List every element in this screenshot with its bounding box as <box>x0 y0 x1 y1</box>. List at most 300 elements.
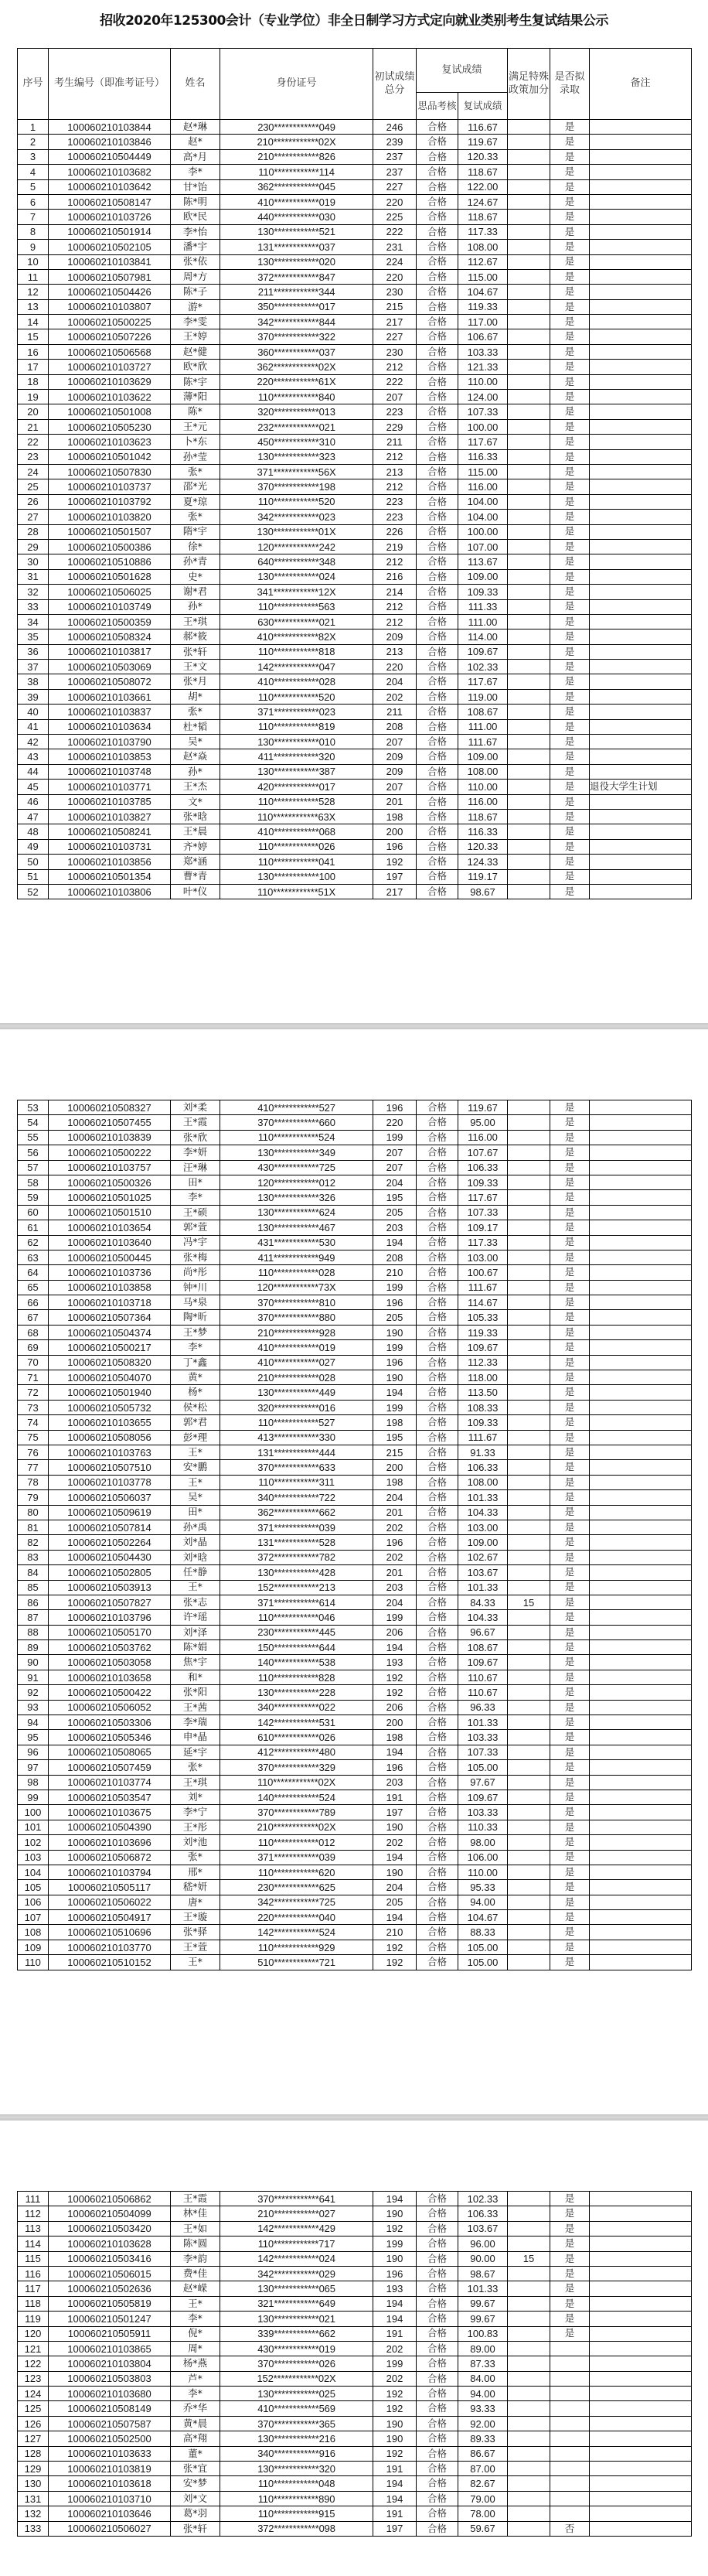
cell-remark <box>590 390 692 404</box>
cell-exam-id: 100060210506052 <box>49 1700 171 1714</box>
cell-ethics: 合格 <box>417 419 458 434</box>
cell-ethics: 合格 <box>417 315 458 329</box>
cell-seq: 17 <box>18 360 49 374</box>
cell-name: 张*晗 <box>171 809 220 824</box>
cell-seq: 72 <box>18 1385 49 1400</box>
cell-name: 葛*羽 <box>171 2506 220 2521</box>
cell-special-policy <box>508 1805 550 1820</box>
cell-initial-score: 211 <box>373 705 417 719</box>
cell-ethics: 合格 <box>417 569 458 584</box>
table-row <box>18 1850 692 1865</box>
cell-name: 高*翔 <box>171 2431 220 2446</box>
cell-admit: 是 <box>550 735 590 749</box>
cell-remark <box>590 1730 692 1745</box>
cell-special-policy <box>508 1670 550 1684</box>
cell-id-card: 430************725 <box>220 1160 373 1175</box>
table-row <box>18 1235 692 1250</box>
cell-ethics: 合格 <box>417 2312 458 2326</box>
cell-retest-score: 116.33 <box>458 449 508 464</box>
cell-retest-score: 109.33 <box>458 585 508 599</box>
cell-admit: 是 <box>550 660 590 674</box>
cell-id-card: 372************847 <box>220 269 373 284</box>
table-row <box>18 1940 692 1954</box>
cell-name: 李* <box>171 165 220 179</box>
cell-name: 王*晨 <box>171 824 220 839</box>
cell-exam-id: 100060210103794 <box>49 1865 171 1879</box>
cell-name: 胡* <box>171 689 220 704</box>
cell-exam-id: 100060210103718 <box>49 1295 171 1310</box>
cell-initial-score: 220 <box>373 660 417 674</box>
cell-initial-score: 206 <box>373 1700 417 1714</box>
cell-id-card: 130************100 <box>220 869 373 884</box>
cell-name: 张*轩 <box>171 2521 220 2536</box>
cell-id-card: 120************73X <box>220 1280 373 1295</box>
cell-exam-id: 100060210103710 <box>49 2491 171 2506</box>
cell-exam-id: 100060210507226 <box>49 329 171 344</box>
cell-id-card: 370************026 <box>220 2356 373 2371</box>
cell-seq: 132 <box>18 2506 49 2521</box>
cell-initial-score: 196 <box>373 839 417 854</box>
cell-remark <box>590 1625 692 1639</box>
cell-admit: 是 <box>550 629 590 644</box>
cell-remark <box>590 824 692 839</box>
cell-admit: 是 <box>550 1145 590 1160</box>
cell-admit: 是 <box>550 1475 590 1489</box>
cell-exam-id: 100060210103622 <box>49 390 171 404</box>
cell-admit: 是 <box>550 839 590 854</box>
cell-remark <box>590 2431 692 2446</box>
cell-id-card: 130************387 <box>220 764 373 779</box>
cell-ethics: 合格 <box>417 1430 458 1445</box>
cell-name: 陈*圆 <box>171 2237 220 2251</box>
cell-id-card: 431************530 <box>220 1235 373 1250</box>
cell-exam-id: 100060210103640 <box>49 1235 171 1250</box>
cell-name: 刘* <box>171 1790 220 1804</box>
cell-exam-id: 100060210103682 <box>49 165 171 179</box>
cell-id-card: 110************528 <box>220 794 373 809</box>
table-row <box>18 1730 692 1745</box>
cell-initial-score: 194 <box>373 1385 417 1400</box>
cell-ethics: 合格 <box>417 1655 458 1670</box>
cell-id-card: 510************721 <box>220 1955 373 1970</box>
cell-id-card: 131************528 <box>220 1535 373 1550</box>
cell-remark <box>590 1220 692 1235</box>
cell-initial-score: 191 <box>373 1790 417 1804</box>
cell-ethics: 合格 <box>417 614 458 629</box>
cell-seq: 92 <box>18 1685 49 1700</box>
cell-ethics: 合格 <box>417 1715 458 1730</box>
cell-name: 王*杰 <box>171 780 220 794</box>
cell-seq: 49 <box>18 839 49 854</box>
cell-initial-score: 209 <box>373 629 417 644</box>
cell-special-policy <box>508 1265 550 1280</box>
cell-retest-score: 110.00 <box>458 1865 508 1879</box>
cell-ethics: 合格 <box>417 1805 458 1820</box>
cell-ethics: 合格 <box>417 2476 458 2491</box>
cell-name: 王* <box>171 1955 220 1970</box>
cell-exam-id: 100060210103675 <box>49 1805 171 1820</box>
cell-name: 芦* <box>171 2371 220 2386</box>
cell-exam-id: 100060210504374 <box>49 1325 171 1339</box>
cell-exam-id: 100060210503547 <box>49 1790 171 1804</box>
cell-admit: 是 <box>550 329 590 344</box>
cell-exam-id: 100060210103633 <box>49 2446 171 2461</box>
cell-exam-id: 100060210103757 <box>49 1160 171 1175</box>
cell-seq: 103 <box>18 1850 49 1865</box>
cell-special-policy <box>508 614 550 629</box>
cell-admit: 是 <box>550 1715 590 1730</box>
cell-ethics: 合格 <box>417 2506 458 2521</box>
cell-seq: 64 <box>18 1265 49 1280</box>
cell-seq: 116 <box>18 2266 49 2281</box>
cell-initial-score: 223 <box>373 510 417 524</box>
cell-remark <box>590 1385 692 1400</box>
cell-special-policy <box>508 2326 550 2341</box>
cell-id-card: 130************521 <box>220 224 373 239</box>
cell-exam-id: 100060210504099 <box>49 2206 171 2221</box>
cell-initial-score: 192 <box>373 2401 417 2416</box>
cell-remark <box>590 1490 692 1505</box>
cell-special-policy <box>508 390 550 404</box>
cell-remark <box>590 419 692 434</box>
cell-exam-id: 100060210103727 <box>49 360 171 374</box>
cell-remark <box>590 1355 692 1370</box>
cell-exam-id: 100060210500445 <box>49 1250 171 1264</box>
cell-exam-id: 100060210103655 <box>49 1415 171 1430</box>
header-retest-group: 复试成绩 <box>417 49 508 93</box>
table-row <box>18 2221 692 2236</box>
table-row <box>18 2206 692 2221</box>
cell-name: 游* <box>171 299 220 314</box>
cell-initial-score: 196 <box>373 1355 417 1370</box>
cell-exam-id: 100060210504070 <box>49 1370 171 1385</box>
cell-initial-score: 246 <box>373 120 417 135</box>
cell-admit: 是 <box>550 2237 590 2251</box>
cell-exam-id: 100060210103661 <box>49 689 171 704</box>
cell-special-policy <box>508 194 550 209</box>
cell-initial-score: 207 <box>373 1160 417 1175</box>
cell-seq: 22 <box>18 435 49 449</box>
table-row <box>18 285 692 299</box>
cell-admit: 是 <box>550 254 590 269</box>
cell-ethics: 合格 <box>417 1775 458 1790</box>
cell-id-card: 130************320 <box>220 2462 373 2476</box>
cell-remark <box>590 1835 692 1850</box>
cell-ethics: 合格 <box>417 1910 458 1925</box>
cell-remark <box>590 629 692 644</box>
cell-retest-score: 114.67 <box>458 1295 508 1310</box>
cell-seq: 39 <box>18 689 49 704</box>
cell-exam-id: 100060210103785 <box>49 794 171 809</box>
cell-id-card: 341************12X <box>220 585 373 599</box>
cell-admit: 是 <box>550 1310 590 1325</box>
cell-name: 王*硕 <box>171 1205 220 1220</box>
cell-exam-id: 100060210504449 <box>49 149 171 164</box>
cell-name: 张*志 <box>171 1595 220 1609</box>
cell-initial-score: 215 <box>373 1445 417 1459</box>
cell-retest-score: 111.00 <box>458 719 508 734</box>
cell-initial-score: 207 <box>373 390 417 404</box>
cell-name: 延*宇 <box>171 1745 220 1759</box>
cell-initial-score: 239 <box>373 135 417 149</box>
cell-ethics: 合格 <box>417 1565 458 1580</box>
cell-special-policy <box>508 449 550 464</box>
table-row <box>18 629 692 644</box>
cell-special-policy <box>508 1880 550 1895</box>
cell-ethics: 合格 <box>417 1595 458 1609</box>
cell-seq: 95 <box>18 1730 49 1745</box>
cell-seq: 76 <box>18 1445 49 1459</box>
cell-special-policy <box>508 419 550 434</box>
cell-initial-score: 200 <box>373 824 417 839</box>
cell-id-card: 130************349 <box>220 1145 373 1160</box>
cell-remark <box>590 435 692 449</box>
cell-retest-score: 108.00 <box>458 240 508 254</box>
cell-seq: 54 <box>18 1115 49 1130</box>
cell-initial-score: 190 <box>373 2206 417 2221</box>
table-row <box>18 2401 692 2416</box>
cell-ethics: 合格 <box>417 1175 458 1189</box>
table-row <box>18 1355 692 1370</box>
cell-admit: 是 <box>550 1850 590 1865</box>
cell-ethics: 合格 <box>417 1370 458 1385</box>
cell-remark <box>590 1235 692 1250</box>
cell-remark <box>590 299 692 314</box>
cell-exam-id: 100060210500386 <box>49 539 171 554</box>
cell-special-policy <box>508 2431 550 2446</box>
cell-seq: 21 <box>18 419 49 434</box>
cell-seq: 84 <box>18 1565 49 1580</box>
cell-exam-id: 100060210103790 <box>49 735 171 749</box>
header-initial-score: 初试成绩总分 <box>373 49 417 120</box>
cell-name: 张*欣 <box>171 1130 220 1145</box>
cell-exam-id: 100060210506862 <box>49 2192 171 2206</box>
cell-exam-id: 100060210103856 <box>49 855 171 869</box>
cell-ethics: 合格 <box>417 719 458 734</box>
cell-seq: 129 <box>18 2462 49 2476</box>
cell-seq: 46 <box>18 794 49 809</box>
cell-ethics: 合格 <box>417 1880 458 1895</box>
cell-seq: 60 <box>18 1205 49 1220</box>
cell-name: 叶*仪 <box>171 884 220 899</box>
cell-seq: 5 <box>18 179 49 194</box>
cell-special-policy <box>508 1295 550 1310</box>
cell-seq: 7 <box>18 210 49 224</box>
cell-name: 刘*文 <box>171 2491 220 2506</box>
table-row <box>18 1640 692 1655</box>
cell-id-card: 110************929 <box>220 1940 373 1954</box>
cell-remark <box>590 2296 692 2311</box>
table-row <box>18 2251 692 2266</box>
cell-id-card: 640************348 <box>220 554 373 569</box>
cell-exam-id: 100060210507364 <box>49 1310 171 1325</box>
cell-initial-score: 198 <box>373 1730 417 1745</box>
header-name: 姓名 <box>171 49 220 120</box>
cell-ethics: 合格 <box>417 2341 458 2356</box>
cell-exam-id: 100060210507830 <box>49 464 171 479</box>
cell-retest-score: 101.33 <box>458 1490 508 1505</box>
cell-ethics: 合格 <box>417 449 458 464</box>
cell-id-card: 142************531 <box>220 1715 373 1730</box>
cell-exam-id: 100060210506025 <box>49 585 171 599</box>
cell-ethics: 合格 <box>417 1820 458 1834</box>
cell-ethics: 合格 <box>417 329 458 344</box>
cell-initial-score: 205 <box>373 1895 417 1909</box>
cell-initial-score: 193 <box>373 2281 417 2296</box>
cell-remark <box>590 479 692 494</box>
cell-id-card: 110************026 <box>220 839 373 854</box>
cell-special-policy <box>508 524 550 539</box>
cell-exam-id: 100060210103654 <box>49 1220 171 1235</box>
cell-remark <box>590 2237 692 2251</box>
cell-ethics: 合格 <box>417 344 458 359</box>
cell-special-policy <box>508 1790 550 1804</box>
cell-ethics: 合格 <box>417 869 458 884</box>
cell-initial-score: 191 <box>373 2326 417 2341</box>
cell-admit: 是 <box>550 1280 590 1295</box>
table-row <box>18 599 692 614</box>
cell-id-card: 140************524 <box>220 1790 373 1804</box>
cell-name: 谢*君 <box>171 585 220 599</box>
cell-admit: 是 <box>550 1835 590 1850</box>
cell-seq: 58 <box>18 1175 49 1189</box>
cell-seq: 8 <box>18 224 49 239</box>
cell-admit: 是 <box>550 1340 590 1355</box>
cell-ethics: 合格 <box>417 2462 458 2476</box>
cell-exam-id: 100060210501507 <box>49 524 171 539</box>
cell-admit: 是 <box>550 1880 590 1895</box>
cell-initial-score: 220 <box>373 194 417 209</box>
cell-retest-score: 89.33 <box>458 2431 508 2446</box>
cell-admit: 是 <box>550 390 590 404</box>
cell-seq: 82 <box>18 1535 49 1550</box>
cell-special-policy <box>508 1325 550 1339</box>
cell-name: 史* <box>171 569 220 584</box>
cell-special-policy <box>508 1250 550 1264</box>
cell-ethics: 合格 <box>417 1355 458 1370</box>
cell-ethics: 合格 <box>417 884 458 899</box>
cell-seq: 67 <box>18 1310 49 1325</box>
cell-ethics: 合格 <box>417 2371 458 2386</box>
cell-name: 彭*理 <box>171 1430 220 1445</box>
cell-initial-score: 199 <box>373 1280 417 1295</box>
cell-remark <box>590 1295 692 1310</box>
cell-exam-id: 100060210508327 <box>49 1100 171 1115</box>
cell-retest-score: 117.67 <box>458 435 508 449</box>
cell-initial-score: 194 <box>373 2491 417 2506</box>
table-row <box>18 374 692 389</box>
cell-ethics: 合格 <box>417 1550 458 1564</box>
cell-remark <box>590 2416 692 2431</box>
cell-admit: 是 <box>550 2251 590 2266</box>
cell-admit <box>550 2491 590 2506</box>
cell-retest-score: 84.00 <box>458 2371 508 2386</box>
cell-initial-score: 217 <box>373 884 417 899</box>
cell-seq: 118 <box>18 2296 49 2311</box>
cell-admit <box>550 2462 590 2476</box>
cell-exam-id: 100060210103658 <box>49 1670 171 1684</box>
cell-ethics: 合格 <box>417 165 458 179</box>
table-row <box>18 2521 692 2536</box>
cell-initial-score: 192 <box>373 1940 417 1954</box>
cell-id-card: 371************614 <box>220 1595 373 1609</box>
table-row <box>18 1835 692 1850</box>
cell-ethics: 合格 <box>417 1310 458 1325</box>
table-row <box>18 2192 692 2206</box>
cell-seq: 65 <box>18 1280 49 1295</box>
cell-exam-id: 100060210506027 <box>49 2521 171 2536</box>
cell-initial-score: 196 <box>373 2266 417 2281</box>
cell-initial-score: 198 <box>373 809 417 824</box>
cell-admit: 是 <box>550 2326 590 2341</box>
cell-ethics: 合格 <box>417 1745 458 1759</box>
cell-special-policy <box>508 1940 550 1954</box>
cell-admit: 是 <box>550 1325 590 1339</box>
cell-special-policy <box>508 1235 550 1250</box>
cell-remark <box>590 869 692 884</box>
cell-remark <box>590 1205 692 1220</box>
cell-special-policy <box>508 2416 550 2431</box>
cell-seq: 112 <box>18 2206 49 2221</box>
cell-name: 王* <box>171 1580 220 1595</box>
table-row <box>18 1805 692 1820</box>
cell-special-policy <box>508 254 550 269</box>
table-row <box>18 839 692 854</box>
cell-retest-score: 117.67 <box>458 674 508 689</box>
cell-retest-score: 104.00 <box>458 494 508 509</box>
cell-ethics: 合格 <box>417 1640 458 1655</box>
cell-seq: 36 <box>18 644 49 659</box>
cell-exam-id: 100060210103804 <box>49 2356 171 2371</box>
cell-admit: 是 <box>550 1895 590 1909</box>
cell-ethics: 合格 <box>417 1940 458 1954</box>
cell-ethics: 合格 <box>417 179 458 194</box>
cell-remark <box>590 809 692 824</box>
cell-special-policy <box>508 299 550 314</box>
cell-retest-score: 106.33 <box>458 2206 508 2221</box>
cell-id-card: 110************520 <box>220 689 373 704</box>
cell-initial-score: 195 <box>373 1190 417 1205</box>
cell-seq: 88 <box>18 1625 49 1639</box>
cell-admit: 是 <box>550 1130 590 1145</box>
cell-ethics: 合格 <box>417 240 458 254</box>
cell-admit: 是 <box>550 1760 590 1775</box>
cell-initial-score: 208 <box>373 719 417 734</box>
table-row <box>18 1550 692 1564</box>
cell-exam-id: 100060210103841 <box>49 254 171 269</box>
cell-exam-id: 100060210507587 <box>49 2416 171 2431</box>
cell-retest-score: 111.33 <box>458 599 508 614</box>
cell-retest-score: 104.67 <box>458 1910 508 1925</box>
cell-retest-score: 96.33 <box>458 1700 508 1714</box>
cell-admit: 是 <box>550 524 590 539</box>
table-row <box>18 2506 692 2521</box>
cell-special-policy <box>508 2296 550 2311</box>
cell-name: 倪* <box>171 2326 220 2341</box>
cell-name: 安*梦 <box>171 2476 220 2491</box>
cell-exam-id: 100060210508056 <box>49 1430 171 1445</box>
cell-ethics: 合格 <box>417 1145 458 1160</box>
cell-name: 刘*泽 <box>171 1625 220 1639</box>
cell-special-policy <box>508 494 550 509</box>
cell-remark <box>590 1655 692 1670</box>
cell-id-card: 110************524 <box>220 1130 373 1145</box>
cell-retest-score: 108.33 <box>458 1400 508 1414</box>
cell-remark <box>590 135 692 149</box>
cell-retest-score: 102.33 <box>458 2192 508 2206</box>
cell-seq: 2 <box>18 135 49 149</box>
cell-remark <box>590 1280 692 1295</box>
